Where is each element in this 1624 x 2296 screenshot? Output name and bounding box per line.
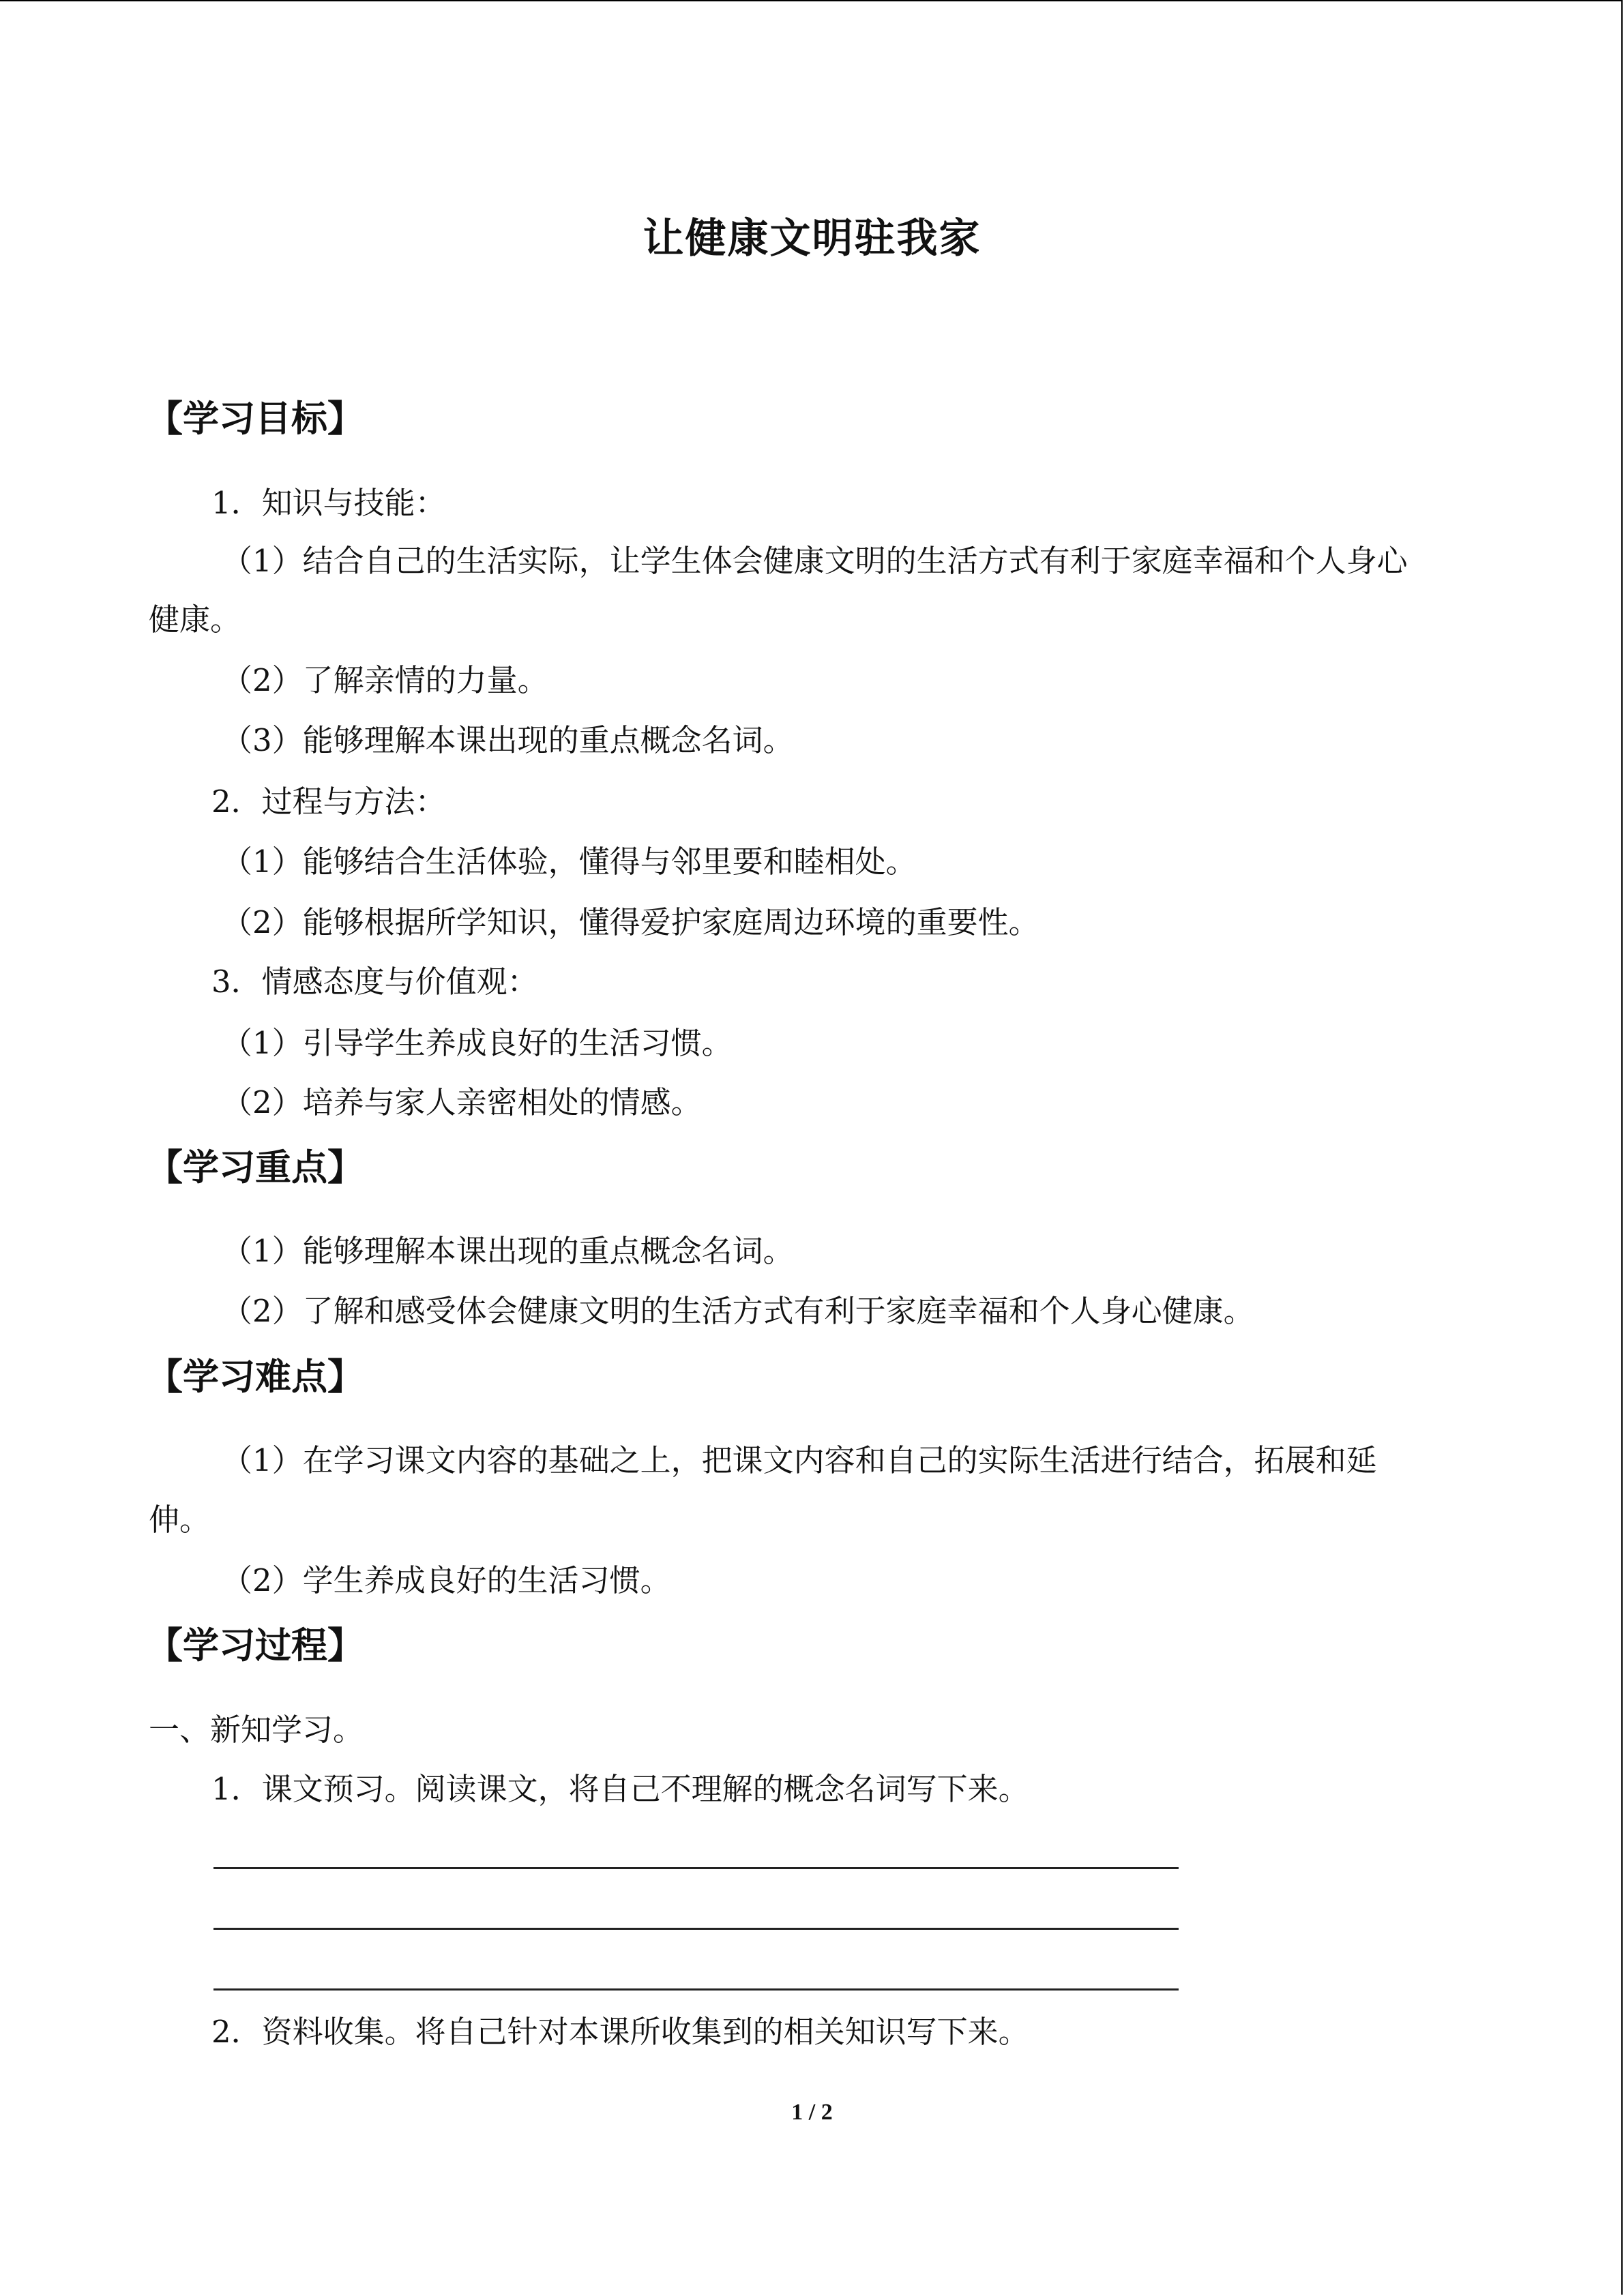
key-line-1: （1）能够理解本课出现的重点概念名词。 (222, 1233, 794, 1269)
goals-line-9: 3．情感态度与价值观： (211, 964, 538, 1000)
goals-line-5: （3）能够理解本课出现的重点概念名词。 (222, 722, 794, 758)
goals-line-7: （1）能够结合生活体验，懂得与邻里要和睦相处。 (222, 844, 917, 880)
difficulty-line-2: 伸。 (149, 1502, 211, 1538)
process-line-1: 一、新知学习。 (149, 1712, 364, 1748)
goals-line-6: 2．过程与方法： (211, 784, 446, 820)
section-heading-key: 【学习重点】 (147, 1147, 364, 1189)
process-line-3: 2．资料收集。将自己针对本课所收集到的相关知识写下来。 (211, 2014, 1029, 2050)
goals-line-2: （1）结合自己的生活实际，让学生体会健康文明的生活方式有利于家庭幸福和个人身心 (222, 543, 1408, 579)
key-line-2: （2）了解和感受体会健康文明的生活方式有利于家庭幸福和个人身心健康。 (222, 1293, 1254, 1329)
goals-line-1: 1．知识与技能： (211, 485, 446, 521)
goals-line-8: （2）能够根据所学知识，懂得爱护家庭周边环境的重要性。 (222, 904, 1039, 940)
answer-blank-line (213, 1928, 1179, 1930)
process-line-2: 1．课文预习。阅读课文，将自己不理解的概念名词写下来。 (211, 1771, 1029, 1807)
answer-blank-line (213, 1867, 1179, 1869)
difficulty-line-3: （2）学生养成良好的生活习惯。 (222, 1562, 671, 1598)
section-heading-difficulty: 【学习难点】 (147, 1356, 364, 1398)
document-title: 让健康文明驻我家 (643, 215, 981, 263)
goals-line-3: 健康。 (149, 601, 241, 638)
section-heading-goals: 【学习目标】 (147, 398, 364, 440)
goals-line-11: （2）培养与家人亲密相处的情感。 (222, 1084, 702, 1120)
answer-blank-line (213, 1988, 1179, 1991)
goals-line-4: （2）了解亲情的力量。 (222, 662, 548, 698)
goals-line-10: （1）引导学生养成良好的生活习惯。 (222, 1025, 733, 1061)
difficulty-line-1: （1）在学习课文内容的基础之上，把课文内容和自己的实际生活进行结合，拓展和延 (222, 1442, 1377, 1478)
section-heading-process: 【学习过程】 (147, 1625, 364, 1667)
page-number: 1 / 2 (791, 2100, 833, 2125)
